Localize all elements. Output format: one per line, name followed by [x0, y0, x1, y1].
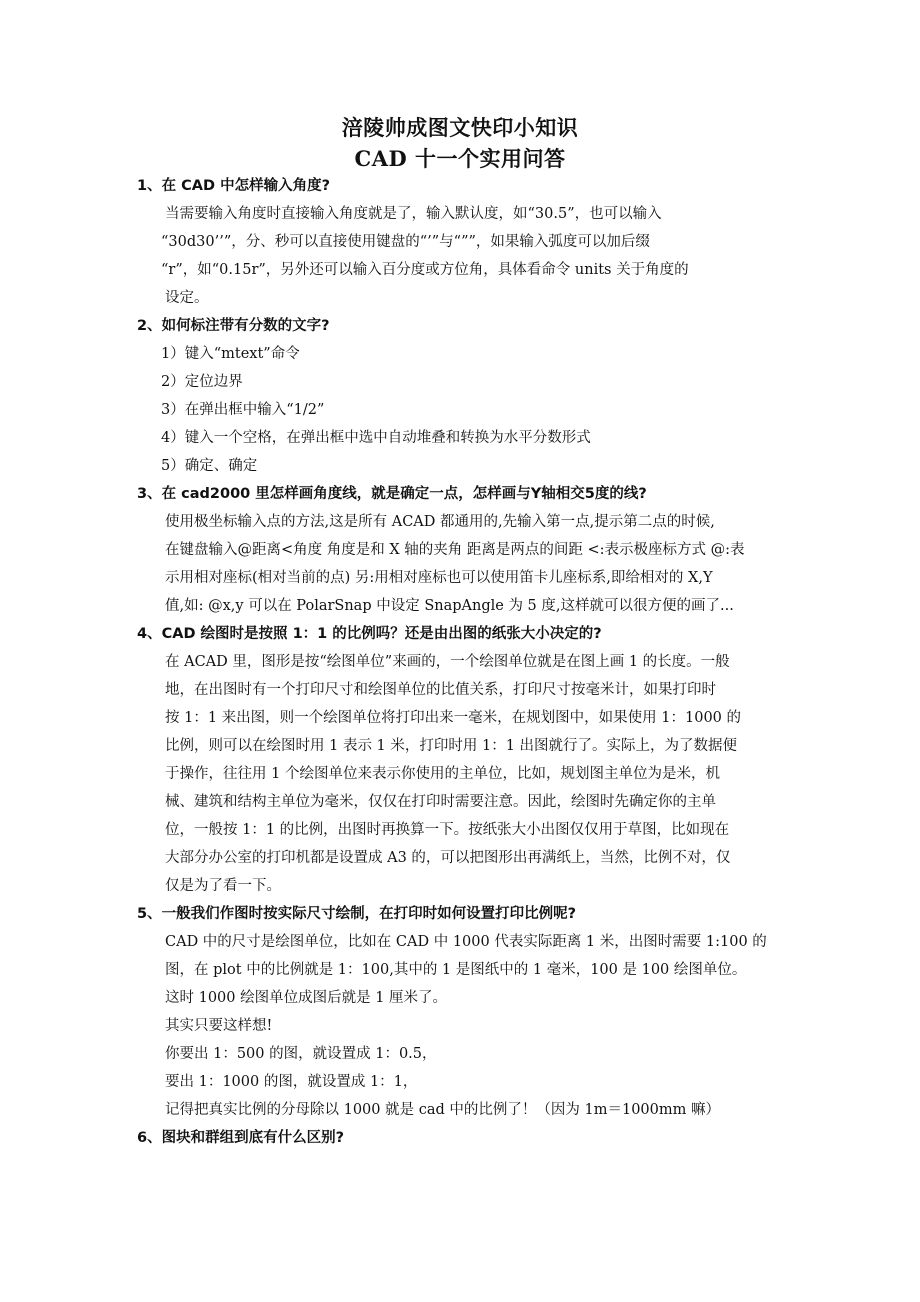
answer-4	[165, 648, 797, 900]
question-6: 6、图块和群组到底有什么区别?	[137, 1130, 344, 1146]
answer-line: “30d30’’”，分、秒可以直接使用键盘的“’”与“””，如果输入弧度可以加后缀	[161, 234, 650, 250]
answer-line: 于操作，往往用 1 个绘图单位来表示你使用的主单位，比如，规划图主单位为是米，机	[165, 766, 720, 782]
answer-line: 你要出 1：500 的图，就设置成 1：0.5，	[165, 1046, 437, 1062]
step-item: 5）确定、确定	[161, 458, 258, 474]
answer-line: 地，在出图时有一个打印尺寸和绘图单位的比值关系，打印尺寸按毫米计，如果打印时	[165, 682, 716, 698]
answer-2-steps	[161, 340, 797, 480]
answer-line: 仅是为了看一下。	[165, 878, 281, 894]
answer-line: 械、建筑和结构主单位为毫米，仅仅在打印时需要注意。因此，绘图时先确定你的主单	[165, 794, 716, 810]
title-block	[0, 112, 920, 174]
answer-1	[161, 200, 797, 312]
answer-line: 比例，则可以在绘图时用 1 表示 1 米，打印时用 1：1 出图就行了。实际上，为了数据便	[165, 738, 738, 754]
question-2: 2、如何标注带有分数的文字?	[137, 318, 330, 334]
question-3: 3、在 cad2000 里怎样画角度线，就是确定一点，怎样画与Y轴相交5度的线?	[137, 486, 647, 502]
step-item: 4）键入一个空格，在弹出框中选中自动堆叠和转换为水平分数形式	[161, 430, 591, 446]
answer-line: 使用极坐标输入点的方法,这是所有 ACAD 都通用的,先输入第一点,提示第二点的时候,	[165, 514, 715, 530]
answer-5	[165, 928, 797, 1124]
page-title: 涪陵帅成图文快印小知识	[341, 115, 579, 140]
answer-line: 示用相对座标(相对当前的点) 另:用相对座标也可以使用笛卡儿座标系,即给相对的 X,Y	[165, 570, 713, 586]
answer-line: “r”，如“0.15r”，另外还可以输入百分度或方位角，具体看命令 units 关于角度的	[161, 262, 689, 278]
answer-line: 这时 1000 绘图单位成图后就是 1 厘米了。	[165, 990, 448, 1006]
question-5: 5、一般我们作图时按实际尺寸绘制，在打印时如何设置打印比例呢?	[137, 906, 576, 922]
answer-line: 其实只要这样想!	[165, 1018, 273, 1034]
answer-3	[165, 508, 797, 620]
answer-line: 设定。	[165, 290, 209, 306]
answer-line: 要出 1：1000 的图，就设置成 1：1，	[165, 1074, 418, 1090]
step-item: 1）键入“mtext”命令	[161, 346, 300, 362]
answer-line: 图，在 plot 中的比例就是 1：100,其中的 1 是图纸中的 1 毫米，100 是 100 绘图单位。	[165, 962, 747, 978]
answer-line: 值,如: @x,y 可以在 PolarSnap 中设定 SnapAngle 为 5 度,这样就可以很方便的画了...	[165, 598, 734, 614]
answer-line: 在 ACAD 里，图形是按“绘图单位”来画的，一个绘图单位就是在图上画 1 的长度。一般	[165, 654, 730, 670]
answer-line: 大部分办公室的打印机都是设置成 A3 的，可以把图形出再满纸上，当然，比例不对，仅	[165, 850, 731, 866]
answer-line: 当需要输入角度时直接输入角度就是了，输入默认度，如“30.5”，也可以输入	[165, 206, 662, 222]
step-item: 2）定位边界	[161, 374, 243, 390]
step-item: 3）在弹出框中输入“1/2”	[161, 402, 325, 418]
qa-content	[137, 172, 797, 1152]
answer-line: 记得把真实比例的分母除以 1000 就是 cad 中的比例了！（因为 1m＝1000mm 嘛）	[165, 1102, 720, 1118]
page-subtitle: CAD 十一个实用问答	[354, 146, 566, 171]
question-1: 1、在 CAD 中怎样输入角度?	[137, 178, 330, 194]
answer-line: CAD 中的尺寸是绘图单位，比如在 CAD 中 1000 代表实际距离 1 米，出图时需要 1:100 的	[165, 934, 767, 950]
question-4: 4、CAD 绘图时是按照 1：1 的比例吗？还是由出图的纸张大小决定的?	[137, 626, 602, 642]
answer-line: 位，一般按 1：1 的比例，出图时再换算一下。按纸张大小出图仅仅用于草图，比如现在	[165, 822, 730, 838]
answer-line: 在键盘输入@距离<角度 角度是和 X 轴的夹角 距离是两点的间距 <:表示极座标方式 @:表	[165, 542, 745, 558]
answer-line: 按 1：1 来出图，则一个绘图单位将打印出来一毫米，在规划图中，如果使用 1：1000 的	[165, 710, 742, 726]
